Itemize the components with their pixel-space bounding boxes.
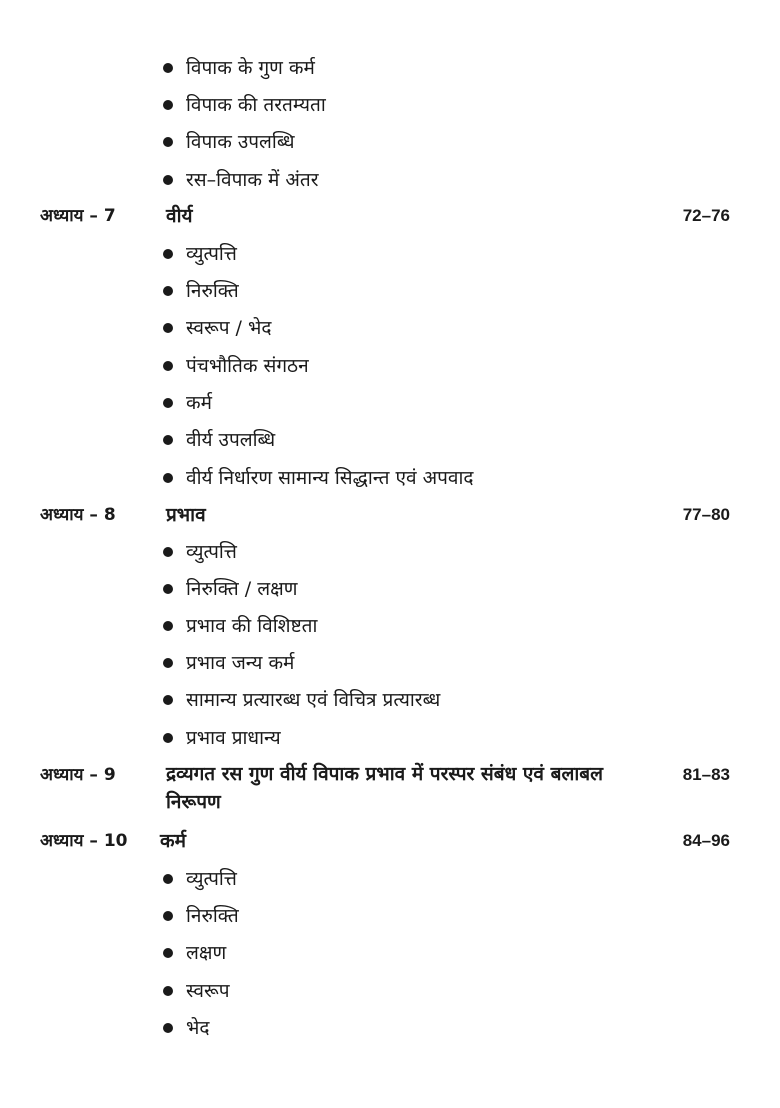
chapter-label: अध्याय – 9 [40, 765, 116, 785]
item-text: विपाक की तरतम्यता [186, 94, 326, 116]
list-item [0, 90, 780, 120]
list-item [0, 276, 780, 306]
item-text: सामान्य प्रत्यारब्ध एवं विचित्र प्रत्यारब्ध [186, 689, 441, 711]
item-text: विपाक के गुण कर्म [186, 57, 315, 79]
list-item [0, 976, 780, 1006]
bullet-icon [163, 733, 173, 743]
item-text: विपाक उपलब्धि [186, 131, 295, 153]
item-text: लक्षण [186, 942, 227, 964]
bullet-icon [163, 137, 173, 147]
item-text: व्युत्पत्ति [186, 541, 237, 563]
list-item [0, 53, 780, 83]
list-item [0, 685, 780, 715]
bullet-icon [163, 398, 173, 408]
bullet-icon [163, 63, 173, 73]
list-item [0, 938, 780, 968]
list-item [0, 239, 780, 269]
item-text: निरुक्ति [186, 905, 239, 927]
bullet-icon [163, 874, 173, 884]
list-item [0, 723, 780, 753]
bullet-icon [163, 547, 173, 557]
chapter-title: वीर्य [166, 205, 193, 227]
chapter-label: अध्याय – 10 [40, 831, 128, 851]
list-item [0, 165, 780, 195]
chapter-heading [0, 201, 780, 231]
bullet-icon [163, 986, 173, 996]
item-text: वीर्य निर्धारण सामान्य सिद्धान्त एवं अपवाद [186, 467, 474, 489]
bullet-icon [163, 658, 173, 668]
list-item [0, 388, 780, 418]
list-item [0, 901, 780, 931]
item-text: भेद [186, 1017, 210, 1039]
list-item [0, 351, 780, 381]
list-item [0, 611, 780, 641]
bullet-icon [163, 695, 173, 705]
bullet-icon [163, 911, 173, 921]
chapter-pages: 72–76 [682, 206, 730, 225]
list-item [0, 864, 780, 894]
list-item [0, 313, 780, 343]
list-item [0, 574, 780, 604]
item-text: निरुक्ति [186, 280, 239, 302]
bullet-icon [163, 323, 173, 333]
item-text: प्रभाव जन्य कर्म [186, 652, 295, 674]
chapter-heading [0, 500, 780, 530]
list-item [0, 648, 780, 678]
item-text: व्युत्पत्ति [186, 243, 237, 265]
item-text: प्रभाव की विशिष्टता [186, 615, 318, 637]
bullet-icon [163, 584, 173, 594]
item-text: स्वरूप / भेद [186, 317, 272, 339]
item-text: स्वरूप [186, 980, 230, 1002]
bullet-icon [163, 473, 173, 483]
list-item [0, 127, 780, 157]
chapter-heading [0, 760, 780, 820]
list-item [0, 1013, 780, 1043]
bullet-icon [163, 100, 173, 110]
bullet-icon [163, 621, 173, 631]
chapter-label: अध्याय – 8 [40, 505, 116, 525]
item-text: पंचभौतिक संगठन [186, 355, 309, 377]
chapter-pages: 77–80 [682, 505, 730, 524]
bullet-icon [163, 1023, 173, 1033]
list-item [0, 463, 780, 493]
list-item [0, 425, 780, 455]
chapter-title: कर्म [160, 830, 186, 852]
chapter-pages: 81–83 [682, 765, 730, 784]
bullet-icon [163, 435, 173, 445]
item-text: रस–विपाक में अंतर [186, 169, 319, 191]
chapter-heading [0, 826, 780, 856]
chapter-title: प्रभाव [166, 504, 206, 526]
bullet-icon [163, 286, 173, 296]
item-text: प्रभाव प्राधान्य [186, 727, 281, 749]
bullet-icon [163, 175, 173, 185]
chapter-pages: 84–96 [682, 831, 730, 850]
bullet-icon [163, 249, 173, 259]
bullet-icon [163, 948, 173, 958]
item-text: व्युत्पत्ति [186, 868, 237, 890]
list-item [0, 537, 780, 567]
chapter-label: अध्याय – 7 [40, 206, 116, 226]
item-text: निरुक्ति / लक्षण [186, 578, 298, 600]
chapter-title: द्रव्यगत रस गुण वीर्य विपाक प्रभाव में परस्पर संबंध एवं बलाबल निरूपण [166, 763, 603, 813]
item-text: कर्म [186, 392, 212, 414]
bullet-icon [163, 361, 173, 371]
item-text: वीर्य उपलब्धि [186, 429, 276, 451]
